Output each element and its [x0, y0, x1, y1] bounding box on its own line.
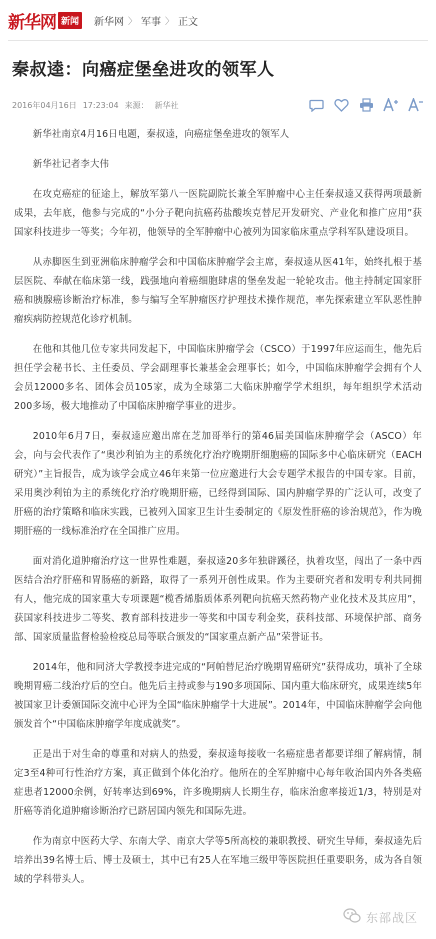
article-paragraph: 2010年6月7日，秦叔逵应邀出席在芝加哥举行的第46届美国临床肿瘤学会（ASCO）年会，向与会代表作了“奥沙利铂为主的系统化疗治疗晚期肝细胞癌的国际多中心临床研究（EACH研究）”主旨报告，成为该学会成立46年来第一位应邀进行大会专题学术报告的中国专家。目前，采用奥沙利铂为主的系统化疗治疗晚期肝癌，已经得到国际、国内肿瘤学界的广泛认可，改变了肝癌的治疗策略和临床实践，已被列入国家卫生计生委制定的《原发性肝癌的诊治规范》，作为晚期肝癌的一线标准治疗在全国推广应用。: [14, 431, 422, 537]
article-paragraph: 2014年，他和同济大学教授李进完成的“阿帕替尼治疗晚期胃癌研究”获得成功，填补了全球晚期胃癌二线治疗后的空白。他先后主持或参与190多项国际、国内重大临床研究，成果连续5年被国家卫计委颁国际交流中心评为全国“临床肿瘤学十大进展”。2014年，中国临床肿瘤学会向他颁发首个“中国临床肿瘤学年度成就奖”。: [14, 662, 422, 730]
site-header: [0, 0, 436, 40]
article-body: [0, 125, 436, 889]
watermark-text: 东部战区: [365, 911, 418, 925]
source-label: 来源：: [124, 100, 149, 110]
print-icon[interactable]: [358, 97, 374, 113]
breadcrumb-separator: 〉: [165, 16, 175, 27]
breadcrumb-current: 正文: [178, 16, 199, 28]
article-meta: [0, 95, 436, 115]
article-time: 17:23:04: [82, 100, 119, 110]
breadcrumb-home-link[interactable]: 新华网: [94, 16, 125, 28]
article-source: 新华社: [154, 100, 179, 110]
breadcrumb-separator: 〉: [128, 16, 138, 27]
article-paragraph: 作为南京中医药大学、东南大学、南京大学等5所高校的兼职教授、研究生导师，秦叔逵先后培养出39名博士后、博士及硕士，其中已有25人在军地三级甲等医院担任重要职务，成为各自领域的学科带头人。: [14, 836, 422, 885]
article-paragraph: 从赤脚医生到亚洲临床肿瘤学会和中国临床肿瘤学会主席，秦叔逵从医41年，始终扎根于基层医院、奉献在临床第一线，践强地向着癌细胞肆虐的堡垒发起一轮轮攻击。他主持制定国家肝癌和胰腺癌诊断治疗标准，参与编写全军肿瘤医疗护理技术操作规范，率先探索建立军队恶性肿瘤疾病防控规范化诊疗机制。: [14, 257, 422, 325]
breadcrumb-military-link[interactable]: 军事: [141, 16, 162, 28]
article-paragraph: 面对消化道肿瘤治疗这一世界性难题，秦叔逵20多年独辟蹊径，执着攻坚，闯出了一条中西医结合治疗肝癌和胃肠癌的新路，取得了一系列开创性成果。作为主要研究者和发明专利共同拥有人，他完成的国家重大专项课题“榄香烯脂质体系列靶向抗癌天然药物产业化技术及其应用”，获国家科技进步二等奖、教育部科技进步一等奖和中国专利金奖，获科技部、环境保护部、商务部、国家质量监督检验检疫总局等联合颁发的“国家重点新产品”荣誉证书。: [14, 556, 422, 643]
xinhua-logo[interactable]: 新华网: [8, 12, 56, 33]
article-paragraph: 新华社南京4月16日电题，秦叔逵，向癌症堡垒进攻的领军人: [32, 129, 290, 140]
wechat-watermark: [343, 908, 418, 927]
article-paragraph: 在攻克癌症的征途上，解放军第八一医院副院长兼全军肿瘤中心主任秦叔逵又获得两项最新成果，去年底，他参与完成的“小分子靶向抗癌药盐酸埃克替尼开发研究、产业化和推广应用”获国家科技进步一等奖；今年初，他领导的全军肿瘤中心被列为国家临床重点学科军队建设项目。: [14, 189, 422, 238]
wechat-icon: [343, 908, 361, 927]
article-title: 秦叔逵：向癌症堡垒进攻的领军人: [12, 60, 275, 80]
article-toolbar: [308, 97, 424, 113]
font-larger-icon[interactable]: [383, 97, 399, 113]
news-badge[interactable]: 新闻: [58, 12, 82, 29]
header-divider: [8, 40, 428, 41]
font-smaller-icon[interactable]: [408, 97, 424, 113]
article-paragraph: 在他和其他几位专家共同发起下，中国临床肿瘤学会（CSCO）于1997年应运而生，他先后担任学会秘书长、主任委员、学会副理事长兼基金会理事长；如今，中国临床肿瘤学会拥有个人会员12000多名、团体会员105家，成为全球第二大临床肿瘤学学术组织，每年组织学术活动200多场，极大地推动了中国临床肿瘤学事业的进步。: [14, 344, 422, 412]
comment-icon[interactable]: [308, 97, 324, 113]
breadcrumb: [94, 13, 198, 28]
article-paragraph: 正是出于对生命的尊重和对病人的热爱，秦叔逵每接收一名癌症患者都要详细了解病情，制定3至4种可行性治疗方案，真正做到个体化治疗。他所在的全军肿瘤中心每年收治国内外各类癌症患者12000余例，好转率达到69%，许多晚期病人长期生存，临床治愈率接近1/3，特别是对肝癌等消化道肿瘤诊断治疗已跻居国内领先和国际先进。: [14, 749, 422, 817]
article-date: 2016年04月16日: [12, 100, 77, 110]
article-paragraph: 新华社记者李大伟: [32, 159, 109, 170]
favorite-icon[interactable]: [333, 97, 349, 113]
